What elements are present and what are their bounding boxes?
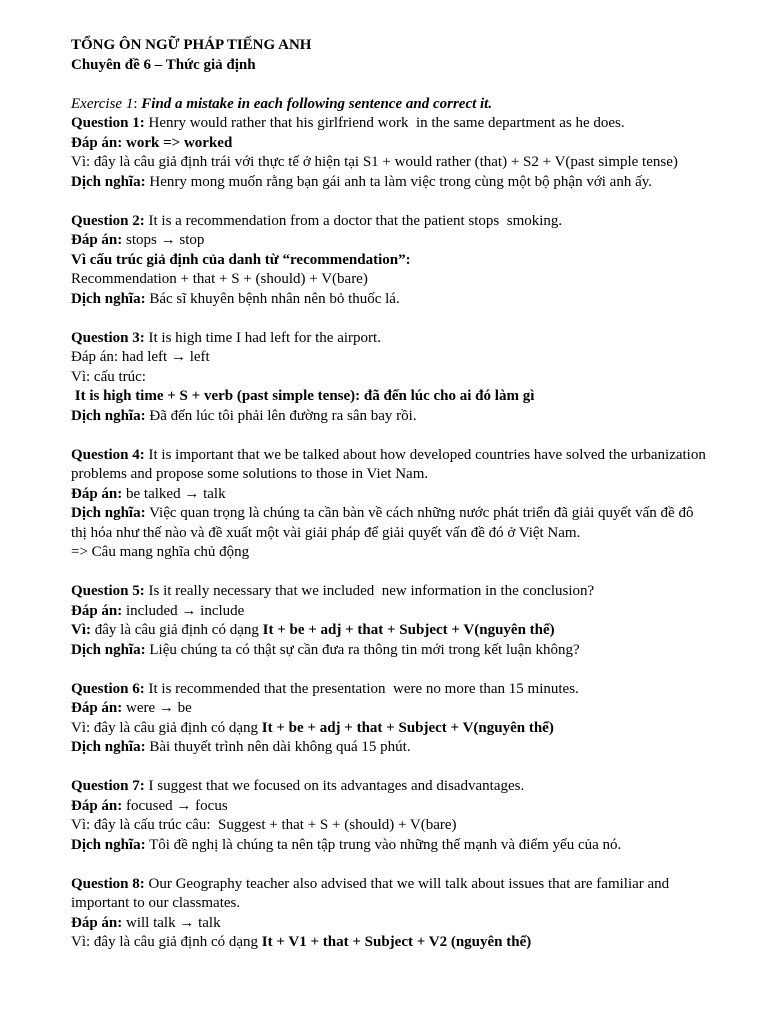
answer-text: included → include [122, 602, 245, 619]
translation-6 [71, 738, 721, 758]
question-8-continued: important to our classmates. [71, 895, 241, 911]
question-label: Question 5: [71, 583, 145, 599]
document-title: TỔNG ÔN NGỮ PHÁP TIẾNG ANH [71, 37, 312, 53]
translation-text: Henry mong muốn rằng bạn gái anh ta làm việc trong cùng một bộ phận với anh ấy. [145, 173, 653, 190]
answer-3: Đáp án: had left → left [71, 349, 210, 365]
answer-text: be talked → talk [122, 485, 226, 502]
translation-4-continued: thị hóa như thế nào và đề xuất một vài giải pháp để giải quyết vấn đề đó ở Việt Nam. [71, 524, 581, 541]
question-text: Is it really necessary that we included new information in the conclusion? [144, 583, 595, 599]
question-text: I suggest that we focused on its advantages and disadvantages. [144, 778, 525, 794]
answer-2 [71, 231, 721, 251]
exercise-colon: : [133, 95, 142, 112]
answer-label: Đáp án [71, 134, 118, 151]
question-text: It is recommended that the presentation were no more than 15 minutes. [144, 680, 579, 697]
spacer [71, 855, 721, 875]
answer-label: Đáp án: [71, 797, 123, 814]
question-4-continued: problems and propose some solutions to those in Viet Nam. [71, 466, 429, 482]
spacer [71, 309, 721, 329]
answer-text: will talk → talk [122, 914, 221, 931]
question-7 [71, 777, 721, 797]
answer-label: Đáp án: [71, 485, 123, 502]
answer-label: Đáp án: [71, 602, 123, 619]
question-label: Question 7: [71, 778, 145, 794]
answer-text: : work => worked [117, 134, 233, 151]
answer-8 [71, 914, 721, 934]
reason-formula: It + be + adj + that + Subject + V(nguyên thể) [261, 719, 554, 736]
translation-2 [71, 290, 721, 310]
reason-label: Vì: [71, 622, 91, 638]
translation-label: Dịch nghĩa: [71, 739, 146, 755]
reason-6 [71, 719, 721, 739]
question-2 [71, 212, 721, 232]
translation-text: Tôi đề nghị là chúng ta nên tập trung vào những thế mạnh và điểm yếu của nó. [145, 836, 622, 853]
reason-3: Vì: cấu trúc: [71, 368, 146, 385]
translation-label: Dịch nghĩa: [71, 505, 146, 521]
spacer [71, 426, 721, 446]
answer-label: Đáp án: [71, 232, 123, 248]
note-4: => Câu mang nghĩa chủ động [71, 544, 250, 560]
answer-text: were → be [122, 700, 192, 716]
answer-4 [71, 485, 721, 505]
question-label: Question 1: [71, 115, 145, 131]
answer-7 [71, 797, 721, 817]
reason-8 [71, 933, 721, 953]
translation-1 [71, 173, 721, 193]
exercise-instruction: Find a mistake in each following sentence and correct it. [141, 95, 493, 112]
reason-text: Vì: đây là câu giả định có dạng [71, 934, 262, 950]
question-label: Question 3: [71, 329, 145, 346]
translation-7 [71, 836, 721, 856]
reason-5 [71, 621, 721, 641]
document-subtitle: Chuyên đề 6 – Thức giả định [71, 56, 256, 73]
document-page [71, 36, 721, 953]
formula-3: It is high time + S + verb (past simple tense): đã đến lúc cho ai đó làm gì [71, 388, 535, 404]
translation-label: Dịch nghĩa: [71, 290, 146, 307]
translation-text: Bài thuyết trình nên dài không quá 15 phút. [145, 739, 411, 755]
question-label: Question 8: [71, 875, 145, 892]
reason-7: Vì: đây là cấu trúc câu: Suggest + that + S + (should) + V(bare) [71, 817, 457, 833]
reason-text: đây là câu giả định có dạng [91, 622, 263, 638]
reason-1: Vì: đây là câu giả định trái với thực tế ở hiện tại S1 + would rather (that) + S2 + V(past simple tense) [71, 154, 678, 170]
answer-label: Đáp án: [71, 914, 123, 931]
translation-label: Dịch nghĩa: [71, 407, 146, 424]
spacer [71, 758, 721, 778]
spacer [71, 192, 721, 212]
answer-text: stops → stop [122, 232, 205, 248]
translation-4 [71, 504, 721, 524]
question-6 [71, 680, 721, 700]
answer-5 [71, 602, 721, 622]
spacer [71, 660, 721, 680]
reason-2: Vì cấu trúc giả định của danh từ “recommendation”: [71, 251, 411, 268]
reason-formula: It + be + adj + that + Subject + V(nguyên thể) [262, 622, 555, 638]
exercise-heading [71, 95, 721, 115]
spacer [71, 563, 721, 583]
reason-text: Vì: đây là câu giả định có dạng [71, 719, 262, 736]
translation-text: Bác sĩ khuyên bệnh nhân nên bỏ thuốc lá. [145, 290, 400, 307]
reason-formula: It + V1 + that + Subject + V2 (nguyên thể) [261, 934, 532, 950]
answer-text: focused → focus [122, 797, 228, 814]
translation-5 [71, 641, 721, 661]
question-text: It is important that we be talked about how developed countries have solved the urbanization [144, 446, 706, 463]
question-8 [71, 875, 721, 895]
answer-label: Đáp án: [71, 700, 123, 716]
question-label: Question 2: [71, 212, 145, 229]
translation-label: Dịch nghĩa: [71, 641, 146, 658]
translation-text: Việc quan trọng là chúng ta cần bàn về cách những nước phát triển đã giải quyết vấn đề đô [145, 505, 694, 521]
question-5 [71, 582, 721, 602]
question-text: It is high time I had left for the airport. [144, 329, 381, 346]
question-3 [71, 329, 721, 349]
translation-label: Dịch nghĩa: [71, 173, 146, 190]
question-label: Question 6: [71, 680, 145, 697]
translation-text: Đã đến lúc tôi phải lên đường ra sân bay rồi. [145, 407, 417, 424]
spacer [71, 75, 721, 95]
translation-3 [71, 407, 721, 427]
question-label: Question 4: [71, 446, 145, 463]
question-text: It is a recommendation from a doctor that the patient stops smoking. [144, 212, 563, 229]
answer-6 [71, 699, 721, 719]
question-text: Henry would rather that his girlfriend work in the same department as he does. [144, 115, 625, 131]
formula-2: Recommendation + that + S + (should) + V(bare) [71, 271, 368, 287]
translation-label: Dịch nghĩa: [71, 836, 146, 853]
question-4 [71, 446, 721, 466]
question-1 [71, 114, 721, 134]
question-text: Our Geography teacher also advised that we will talk about issues that are familiar and [144, 875, 670, 892]
exercise-label: Exercise 1 [71, 95, 134, 112]
translation-text: Liệu chúng ta có thật sự cần đưa ra thông tin mới trong kết luận không? [145, 641, 580, 658]
answer-1 [71, 134, 721, 154]
